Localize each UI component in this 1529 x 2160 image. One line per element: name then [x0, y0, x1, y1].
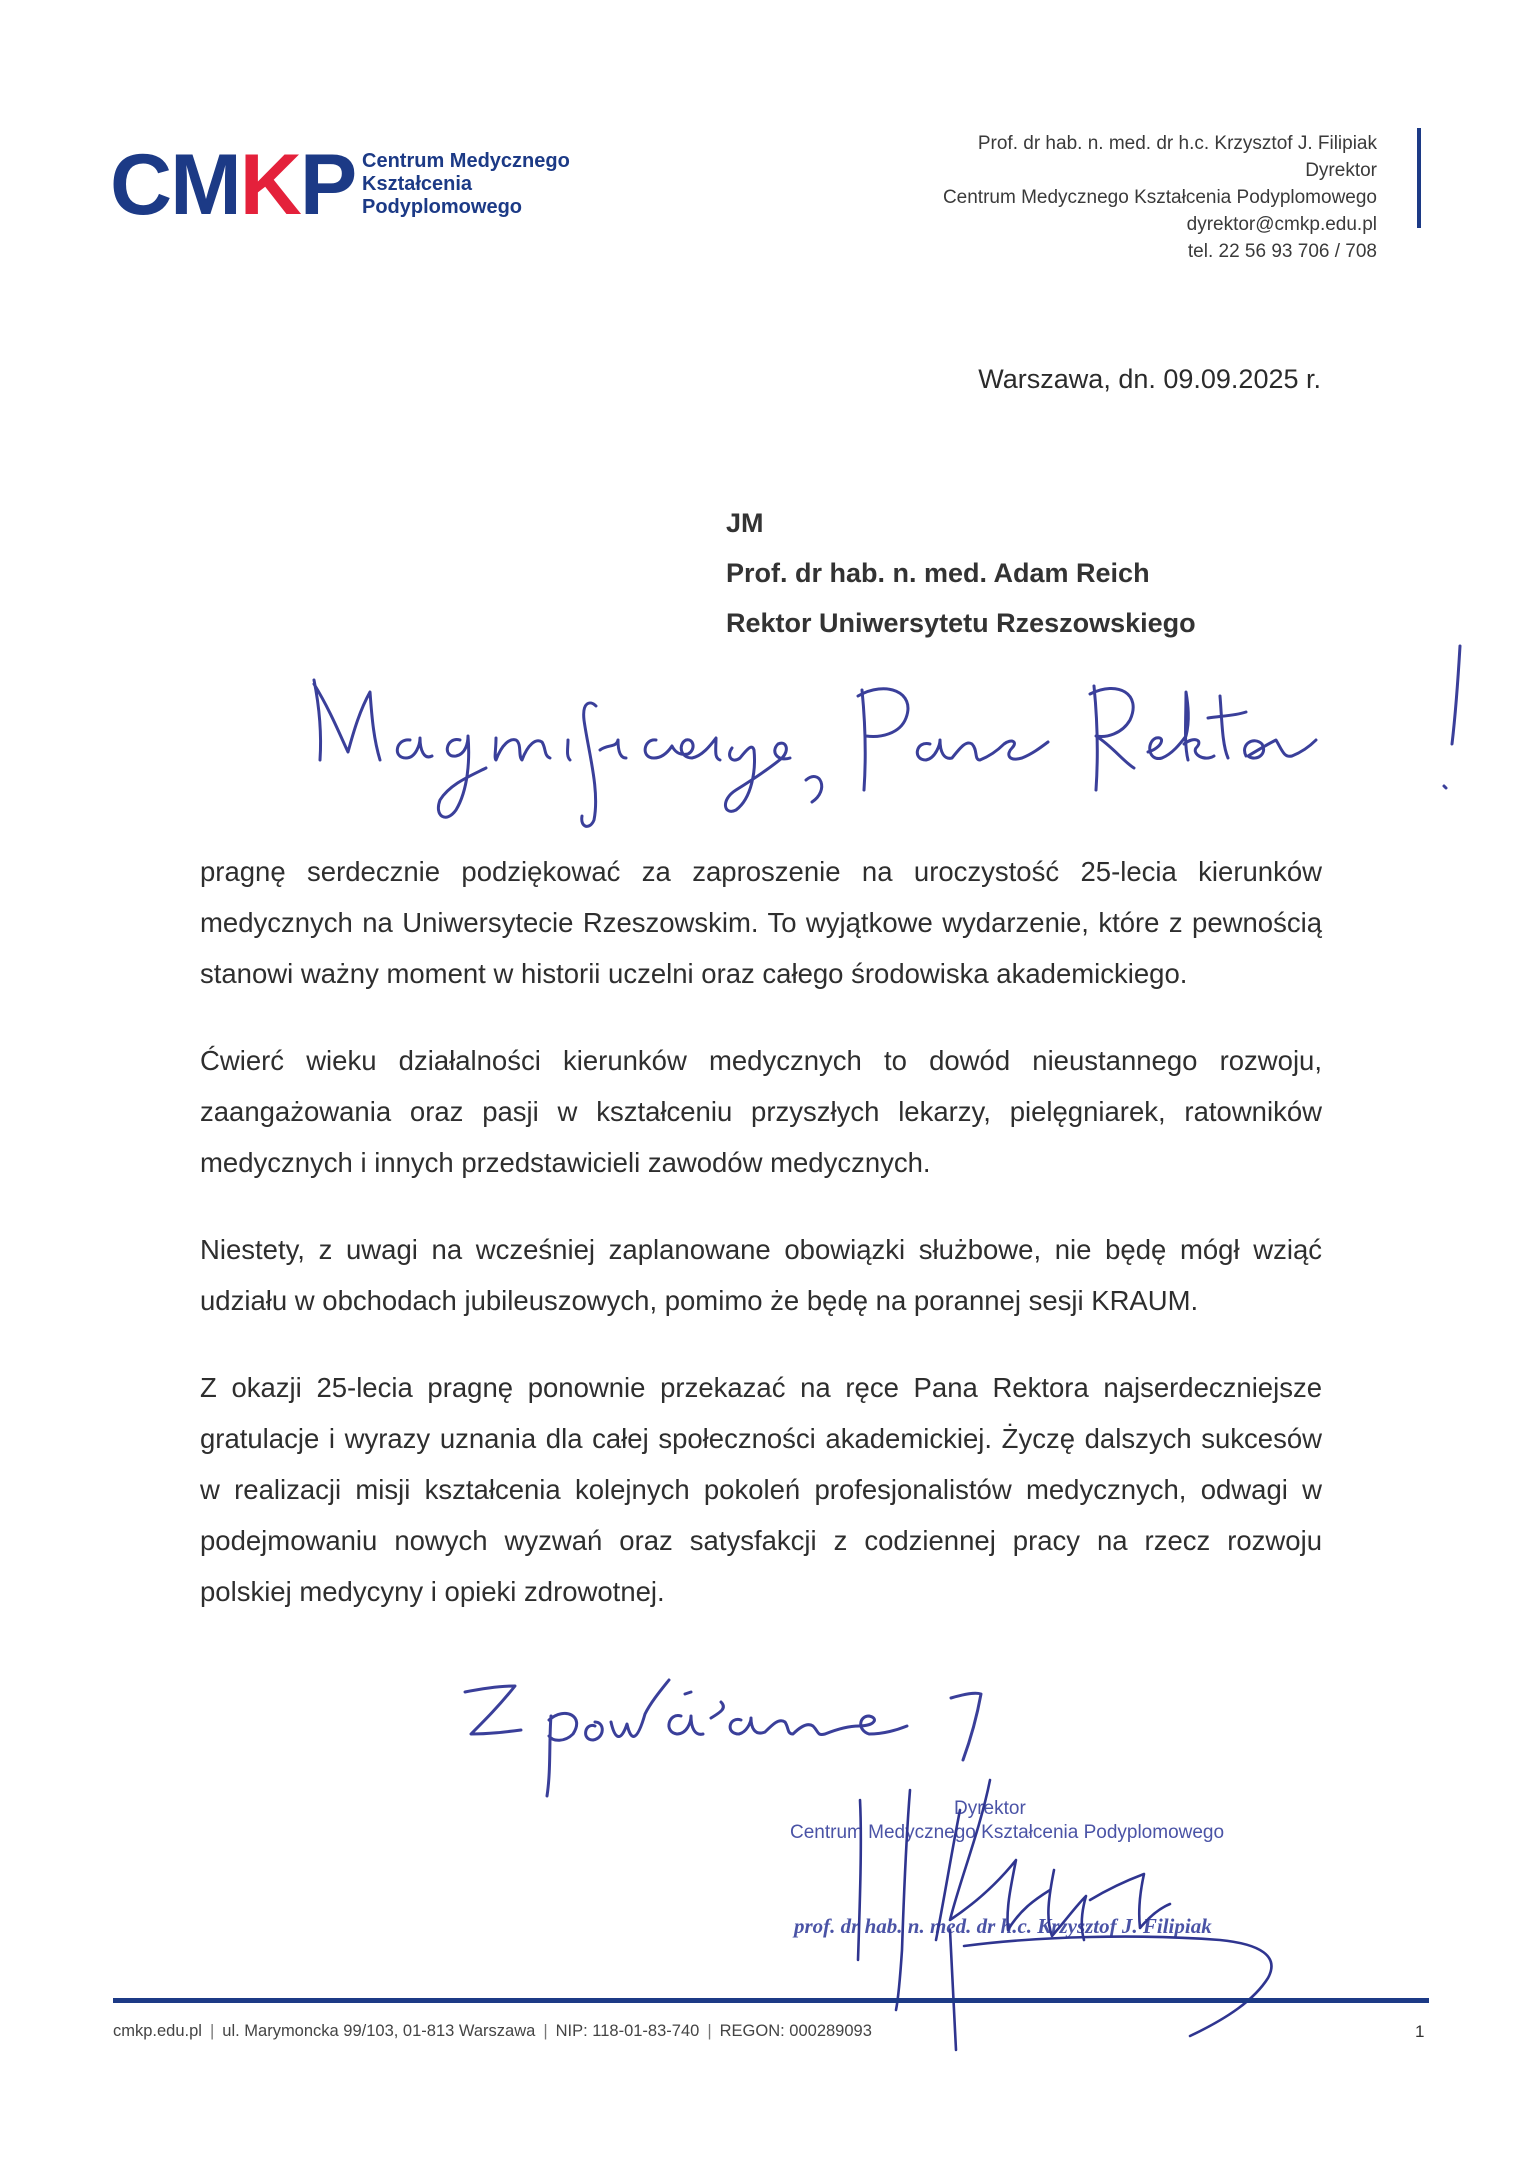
body-paragraph: Niestety, z uwagi na wcześniej zaplanowane obowiązki służbowe, nie będę mógł wziąć udziału w obchodach jubileuszowych, pomimo że będę na porannej sesji KRAUM. [200, 1234, 1322, 1316]
body-paragraph: pragnę serdecznie podziękować za zaproszenie na uroczystość 25-lecia kierunków medycznych na Uniwersytecie Rzeszowskim. To wyjątkowe wydarzenie, które z pewnością stanowi ważny moment w historii uczelni oraz całego środowiska akademickiego. [200, 856, 1322, 989]
logo-text-line: Podyplomowego [362, 196, 522, 218]
logo-mark-right: P [299, 137, 356, 233]
body-paragraph: Z okazji 25-lecia pragnę ponownie przekazać na ręce Pana Rektora najserdeczniejsze gratulacje i wyrazy uznania dla całej społeczności akademickiej. Życzę dalszych sukcesów w realizacji misji kształcenia kolejnych pokoleń profesjonalistów medycznych, odwagi w podejmowaniu nowych wyzwań oraz satysfakcji z codziennej pracy na rzecz rozwoju polskiej medycyny i opieki zdrowotnej. [200, 1372, 1322, 1607]
footer [113, 2022, 872, 2041]
footer-separator: | [543, 2022, 548, 2040]
footer-separator: | [707, 2022, 712, 2040]
recipient-salutation: JM [726, 508, 764, 538]
footer-address: ul. Marymoncka 99/103, 01-813 Warszawa [222, 2022, 536, 2040]
footer-nip: NIP: 118-01-83-740 [555, 2022, 700, 2040]
logo-text [362, 150, 570, 219]
logo-text-line: Kształcenia [362, 173, 473, 195]
body-paragraph: Ćwierć wieku działalności kierunków medycznych to dowód nieustannego rozwoju, zaangażowania oraz pasji w kształceniu przyszłych lekarzy, pielęgniarek, ratowników medycznych i innych przedstawicieli zawodów medycznych. [200, 1045, 1322, 1178]
stamp-role: Dyrektor [954, 1798, 1026, 1819]
sender-phone: tel. 22 56 93 706 / 708 [1187, 241, 1377, 262]
footer-regon: REGON: 000289093 [719, 2022, 872, 2040]
letter-date: Warszawa, dn. 09.09.2025 r. [978, 364, 1321, 394]
stamp-institution: Centrum Medycznego Kształcenia Podyplomowego [790, 1822, 1225, 1843]
signature [840, 1760, 1300, 2065]
sender-email[interactable]: dyrektor@cmkp.edu.pl [1186, 214, 1377, 235]
recipient-name: Prof. dr hab. n. med. Adam Reich [726, 558, 1150, 588]
logo-text-line: Centrum Medycznego [362, 150, 570, 172]
footer-rule [113, 1998, 1429, 2003]
header-accent-bar [1417, 128, 1421, 228]
stamp-name: prof. dr hab. n. med. dr h.c. Krzysztof J. Filipiak [794, 1914, 1212, 1938]
handwritten-greeting-drawing [300, 640, 1480, 830]
logo-mark-k: K [239, 137, 300, 233]
logo-mark-left: CM [110, 137, 240, 233]
signature-drawing [840, 1760, 1300, 2060]
letter-body [200, 846, 1322, 1653]
footer-website[interactable]: cmkp.edu.pl [113, 2022, 202, 2040]
page-number: 1 [1415, 2022, 1425, 2041]
sender-role: Dyrektor [1305, 160, 1377, 181]
sender-institution: Centrum Medycznego Kształcenia Podyplomowego [942, 187, 1377, 208]
recipient-title: Rektor Uniwersytetu Rzeszowskiego [726, 608, 1196, 638]
logo-mark [110, 137, 356, 233]
footer-separator: | [209, 2022, 215, 2040]
sender-name: Prof. dr hab. n. med. dr h.c. Krzysztof J. Filipiak [977, 133, 1377, 154]
handwritten-greeting [300, 640, 1480, 835]
sender-block [737, 130, 1377, 265]
recipient-block [726, 498, 1196, 648]
cmkp-logo [110, 137, 630, 233]
